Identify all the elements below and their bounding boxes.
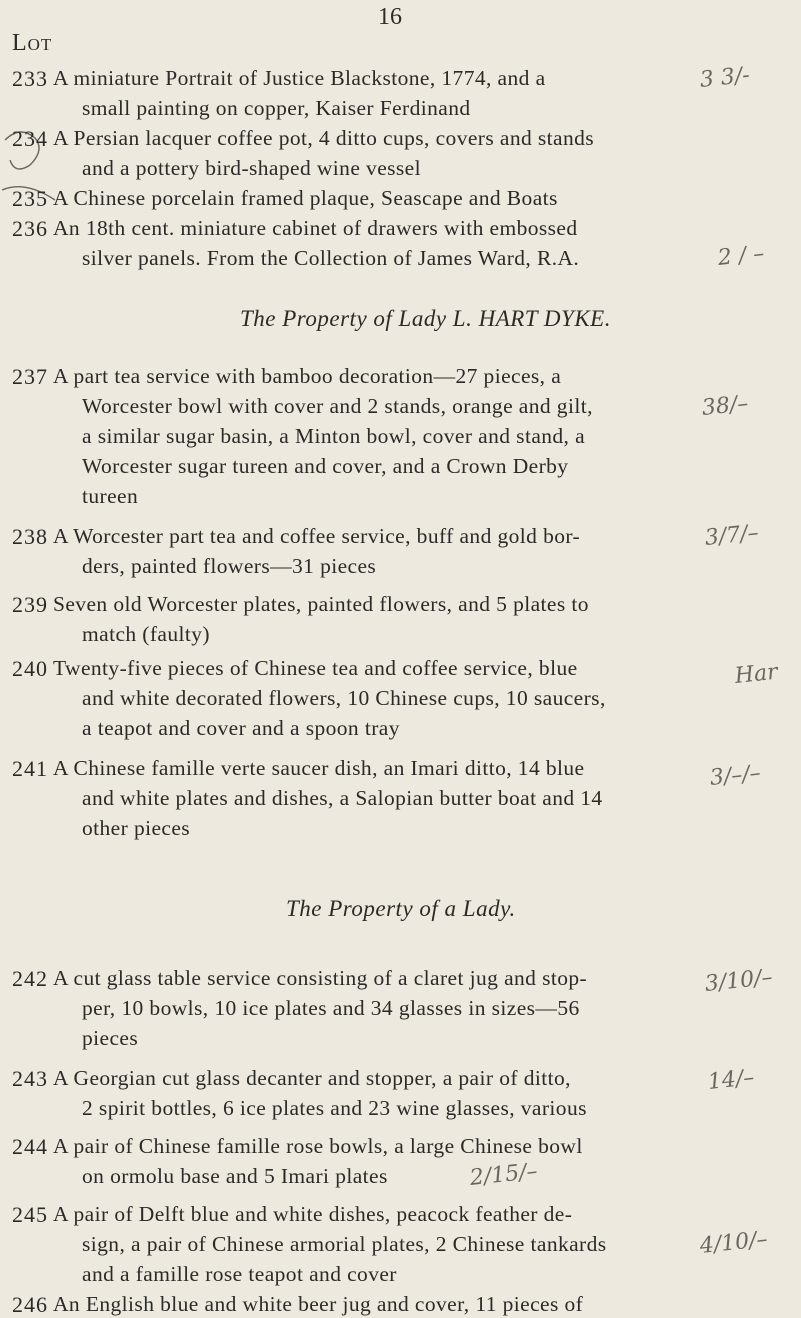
price-annotation: 14/– — [706, 1065, 756, 1095]
lot-description-line: ders, painted flowers—31 pieces — [82, 554, 377, 578]
lot-number: 244 — [12, 1134, 48, 1159]
lot-description-line: Twenty-five pieces of Chinese tea and coffee service, blue — [53, 656, 578, 680]
lot-description-line: A Georgian cut glass decanter and stopper, a pair of ditto, — [53, 1066, 571, 1090]
lot-number: 235 — [12, 186, 48, 211]
lot-description-line: and white decorated flowers, 10 Chinese cups, 10 saucers, — [82, 686, 606, 710]
price-annotation: 3/10/– — [703, 964, 774, 997]
lot-number: 246 — [12, 1292, 48, 1317]
lot-description-line: An English blue and white beer jug and cover, 11 pieces of — [53, 1292, 584, 1316]
lot-description-line: other pieces — [82, 816, 191, 840]
price-annotation: 3/–/– — [708, 760, 762, 791]
lot-description-line: A cut glass table service consisting of a claret jug and stop- — [53, 966, 588, 990]
lot-description-line: pieces — [82, 1026, 139, 1050]
lot-description-line: Worcester bowl with cover and 2 stands, orange and gilt, — [82, 394, 593, 418]
lot-description-line: Worcester sugar tureen and cover, and a Crown Derby — [82, 454, 569, 478]
lot-description-line: A Chinese porcelain framed plaque, Seascape and Boats — [53, 186, 558, 210]
lot-description-line: Seven old Worcester plates, painted flowers, and 5 plates to — [53, 592, 589, 616]
lot-number: 245 — [12, 1202, 48, 1227]
lot-description-line: match (faulty) — [82, 622, 210, 646]
lot-number: 237 — [12, 364, 48, 389]
lot-number: 241 — [12, 756, 48, 781]
price-annotation: 2 / – — [716, 241, 766, 271]
lot-description-line: and a pottery bird-shaped wine vessel — [82, 156, 421, 180]
lot-number: 238 — [12, 524, 48, 549]
lot-description-line: A Worcester part tea and coffee service, buff and gold bor- — [53, 524, 581, 548]
price-annotation: 2/15/– — [468, 1158, 539, 1191]
lot-number: 239 — [12, 592, 48, 617]
price-annotation: 38/– — [700, 391, 750, 421]
lot-number: 234 — [12, 126, 48, 151]
lot-description-line: tureen — [82, 484, 139, 508]
lot-description-line: sign, a pair of Chinese armorial plates, 2 Chinese tankards — [82, 1232, 607, 1256]
section-heading: The Property of Lady L. HART DYKE. — [240, 306, 611, 331]
section-heading: The Property of a Lady. — [286, 896, 516, 921]
price-annotation: 3/7/– — [703, 520, 760, 551]
lot-description-line: silver panels. From the Collection of James Ward, R.A. — [82, 246, 580, 270]
price-annotation: 3 3/- — [698, 62, 751, 93]
lot-description-line: and white plates and dishes, a Salopian butter boat and 14 — [82, 786, 603, 810]
lot-number: 243 — [12, 1066, 48, 1091]
price-annotation: Har — [733, 659, 779, 689]
lot-description-line: 2 spirit bottles, 6 ice plates and 23 wine glasses, various — [82, 1096, 587, 1120]
lot-description-line: small painting on copper, Kaiser Ferdinand — [82, 96, 471, 120]
lot-number: 233 — [12, 66, 48, 91]
lot-column-header: Lot — [12, 30, 53, 56]
lot-description-line: A pair of Chinese famille rose bowls, a large Chinese bowl — [53, 1134, 583, 1158]
price-annotation: 4/10/– — [698, 1226, 769, 1259]
lot-description-line: a similar sugar basin, a Minton bowl, cover and stand, a — [82, 424, 586, 448]
lot-number: 236 — [12, 216, 48, 241]
lot-description-line: A miniature Portrait of Justice Blackstone, 1774, and a — [53, 66, 546, 90]
lot-description-line: A part tea service with bamboo decoration—27 pieces, a — [53, 364, 562, 388]
lot-description-line: on ormolu base and 5 Imari plates — [82, 1164, 388, 1188]
lot-number: 242 — [12, 966, 48, 991]
page-number: 16 — [378, 4, 402, 30]
lot-number: 240 — [12, 656, 48, 681]
lot-description-line: and a famille rose teapot and cover — [82, 1262, 397, 1286]
lot-description-line: per, 10 bowls, 10 ice plates and 34 glasses in sizes—56 — [82, 996, 580, 1020]
lot-description-line: A pair of Delft blue and white dishes, peacock feather de- — [53, 1202, 573, 1226]
lot-description-line: A Chinese famille verte saucer dish, an Imari ditto, 14 blue — [53, 756, 585, 780]
lot-description-line: An 18th cent. miniature cabinet of drawers with embossed — [53, 216, 578, 240]
lot-description-line: A Persian lacquer coffee pot, 4 ditto cups, covers and stands — [53, 126, 595, 150]
lot-description-line: a teapot and cover and a spoon tray — [82, 716, 400, 740]
